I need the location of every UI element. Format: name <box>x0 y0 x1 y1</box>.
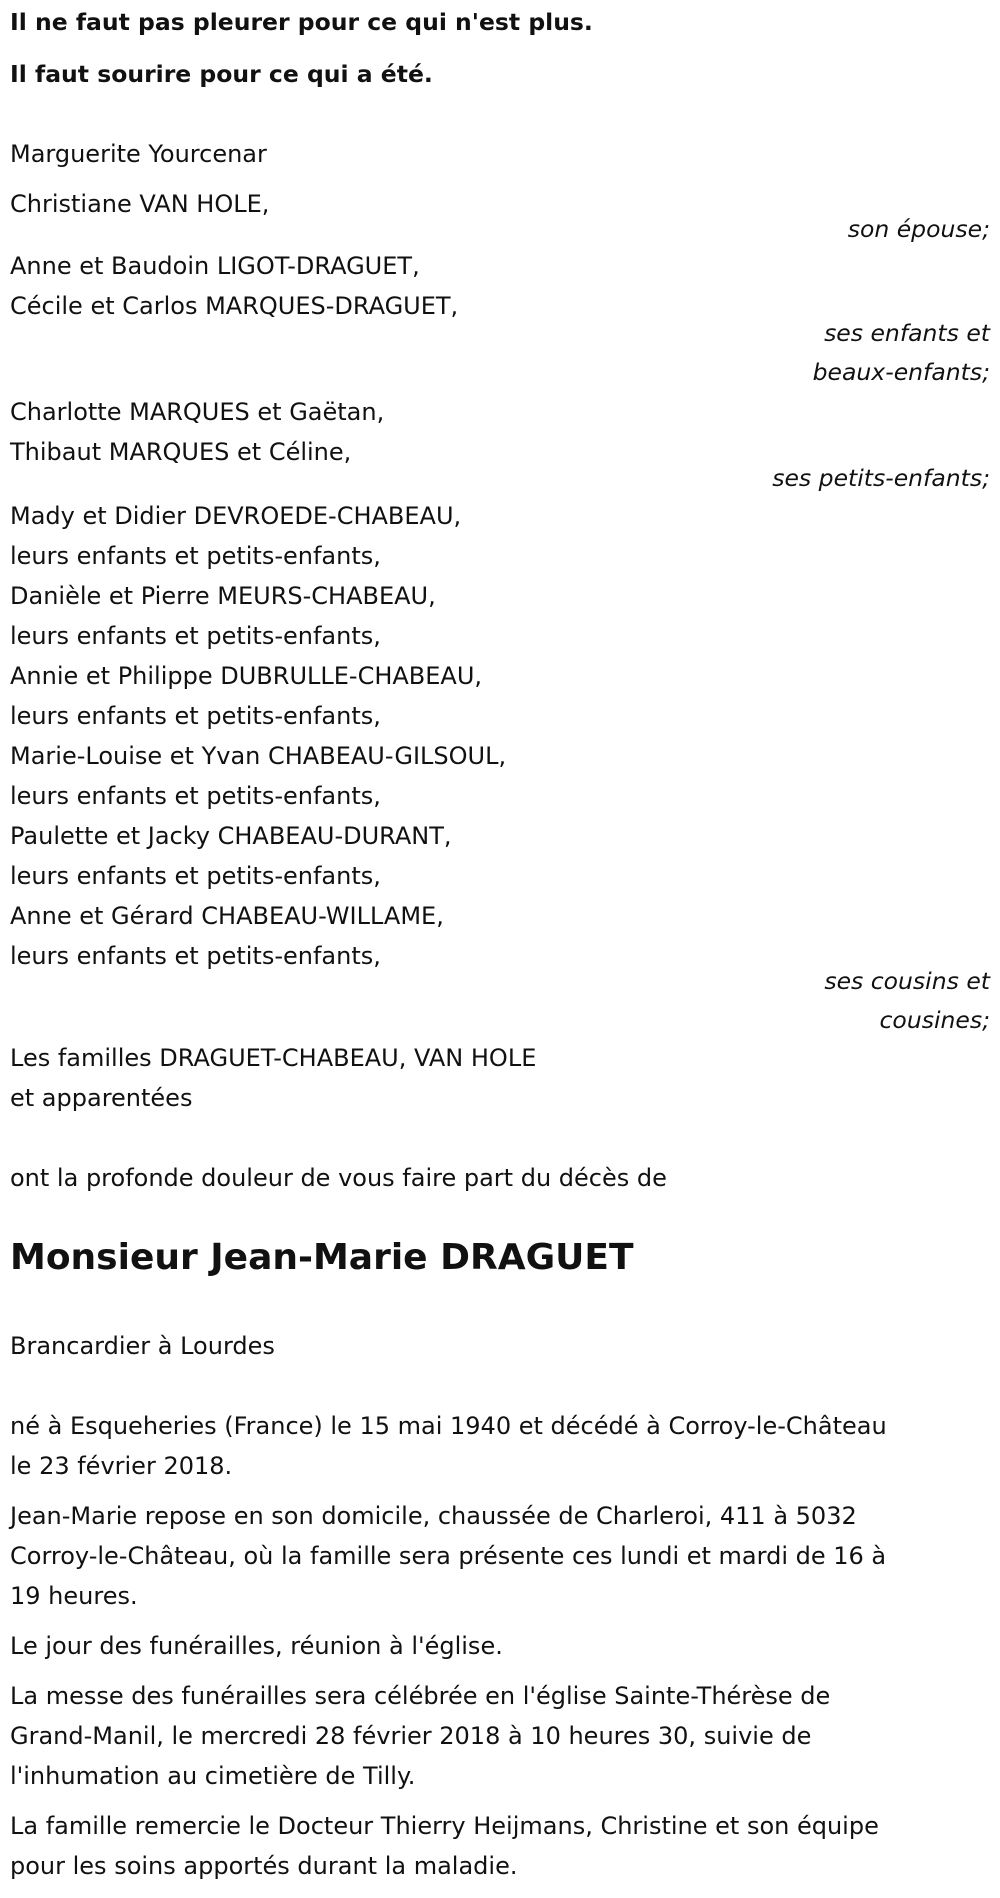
cousin-line: Marie-Louise et Yvan CHABEAU-GILSOUL, <box>10 742 507 770</box>
children-role-line-1: ses enfants et <box>824 319 990 347</box>
deceased-name: Monsieur Jean-Marie DRAGUET <box>10 1237 634 1278</box>
mass-line-2: Grand-Manil, le mercredi 28 février 2018 à 10 heures 30, suivie de <box>10 1722 812 1750</box>
birth-death-line-2: le 23 février 2018. <box>10 1452 233 1480</box>
cousin-line: Mady et Didier DEVROEDE-CHABEAU, <box>10 502 462 530</box>
cousins-role-line-1: ses cousins et <box>824 967 990 995</box>
child-line-1: Anne et Baudoin LIGOT-DRAGUET, <box>10 252 420 280</box>
cousin-line: leurs enfants et petits-enfants, <box>10 622 381 650</box>
quote-line-2: Il faut sourire pour ce qui a été. <box>10 60 433 88</box>
cousin-line: Danièle et Pierre MEURS-CHABEAU, <box>10 582 436 610</box>
spouse-name: Christiane VAN HOLE, <box>10 190 270 218</box>
families-line-1: Les familles DRAGUET-CHABEAU, VAN HOLE <box>10 1044 537 1072</box>
mass-line-3: l'inhumation au cimetière de Tilly. <box>10 1762 416 1790</box>
thanks-line-2: pour les soins apportés durant la maladie. <box>10 1852 518 1880</box>
rest-line-3: 19 heures. <box>10 1582 138 1610</box>
meeting-text: Le jour des funérailles, réunion à l'église. <box>10 1632 503 1660</box>
cousin-line: Annie et Philippe DUBRULLE-CHABEAU, <box>10 662 483 690</box>
thanks-line-1: La famille remercie le Docteur Thierry Heijmans, Christine et son équipe <box>10 1812 879 1840</box>
deceased-title: Brancardier à Lourdes <box>10 1332 275 1360</box>
cousins-role-line-2: cousines; <box>879 1006 990 1034</box>
cousin-line: leurs enfants et petits-enfants, <box>10 782 381 810</box>
birth-death-line-1: né à Esqueheries (France) le 15 mai 1940 et décédé à Corroy-le-Château <box>10 1412 887 1440</box>
quote-line-1: Il ne faut pas pleurer pour ce qui n'est plus. <box>10 8 593 36</box>
cousin-line: leurs enfants et petits-enfants, <box>10 862 381 890</box>
quote-author: Marguerite Yourcenar <box>10 140 267 168</box>
rest-line-1: Jean-Marie repose en son domicile, chaussée de Charleroi, 411 à 5032 <box>10 1502 857 1530</box>
cousin-line: leurs enfants et petits-enfants, <box>10 702 381 730</box>
cousin-line: leurs enfants et petits-enfants, <box>10 942 381 970</box>
children-role-line-2: beaux-enfants; <box>812 358 990 386</box>
cousin-line: Paulette et Jacky CHABEAU-DURANT, <box>10 822 452 850</box>
announcement-text: ont la profonde douleur de vous faire part du décès de <box>10 1164 667 1192</box>
grandchild-line-2: Thibaut MARQUES et Céline, <box>10 438 352 466</box>
child-line-2: Cécile et Carlos MARQUES-DRAGUET, <box>10 292 459 320</box>
families-line-2: et apparentées <box>10 1084 193 1112</box>
rest-line-2: Corroy-le-Château, où la famille sera présente ces lundi et mardi de 16 à <box>10 1542 887 1570</box>
mass-line-1: La messe des funérailles sera célébrée en l'église Sainte-Thérèse de <box>10 1682 831 1710</box>
cousin-line: Anne et Gérard CHABEAU-WILLAME, <box>10 902 444 930</box>
grandchildren-role: ses petits-enfants; <box>772 464 990 492</box>
spouse-role: son épouse; <box>847 215 990 243</box>
cousin-line: leurs enfants et petits-enfants, <box>10 542 381 570</box>
grandchild-line-1: Charlotte MARQUES et Gaëtan, <box>10 398 385 426</box>
